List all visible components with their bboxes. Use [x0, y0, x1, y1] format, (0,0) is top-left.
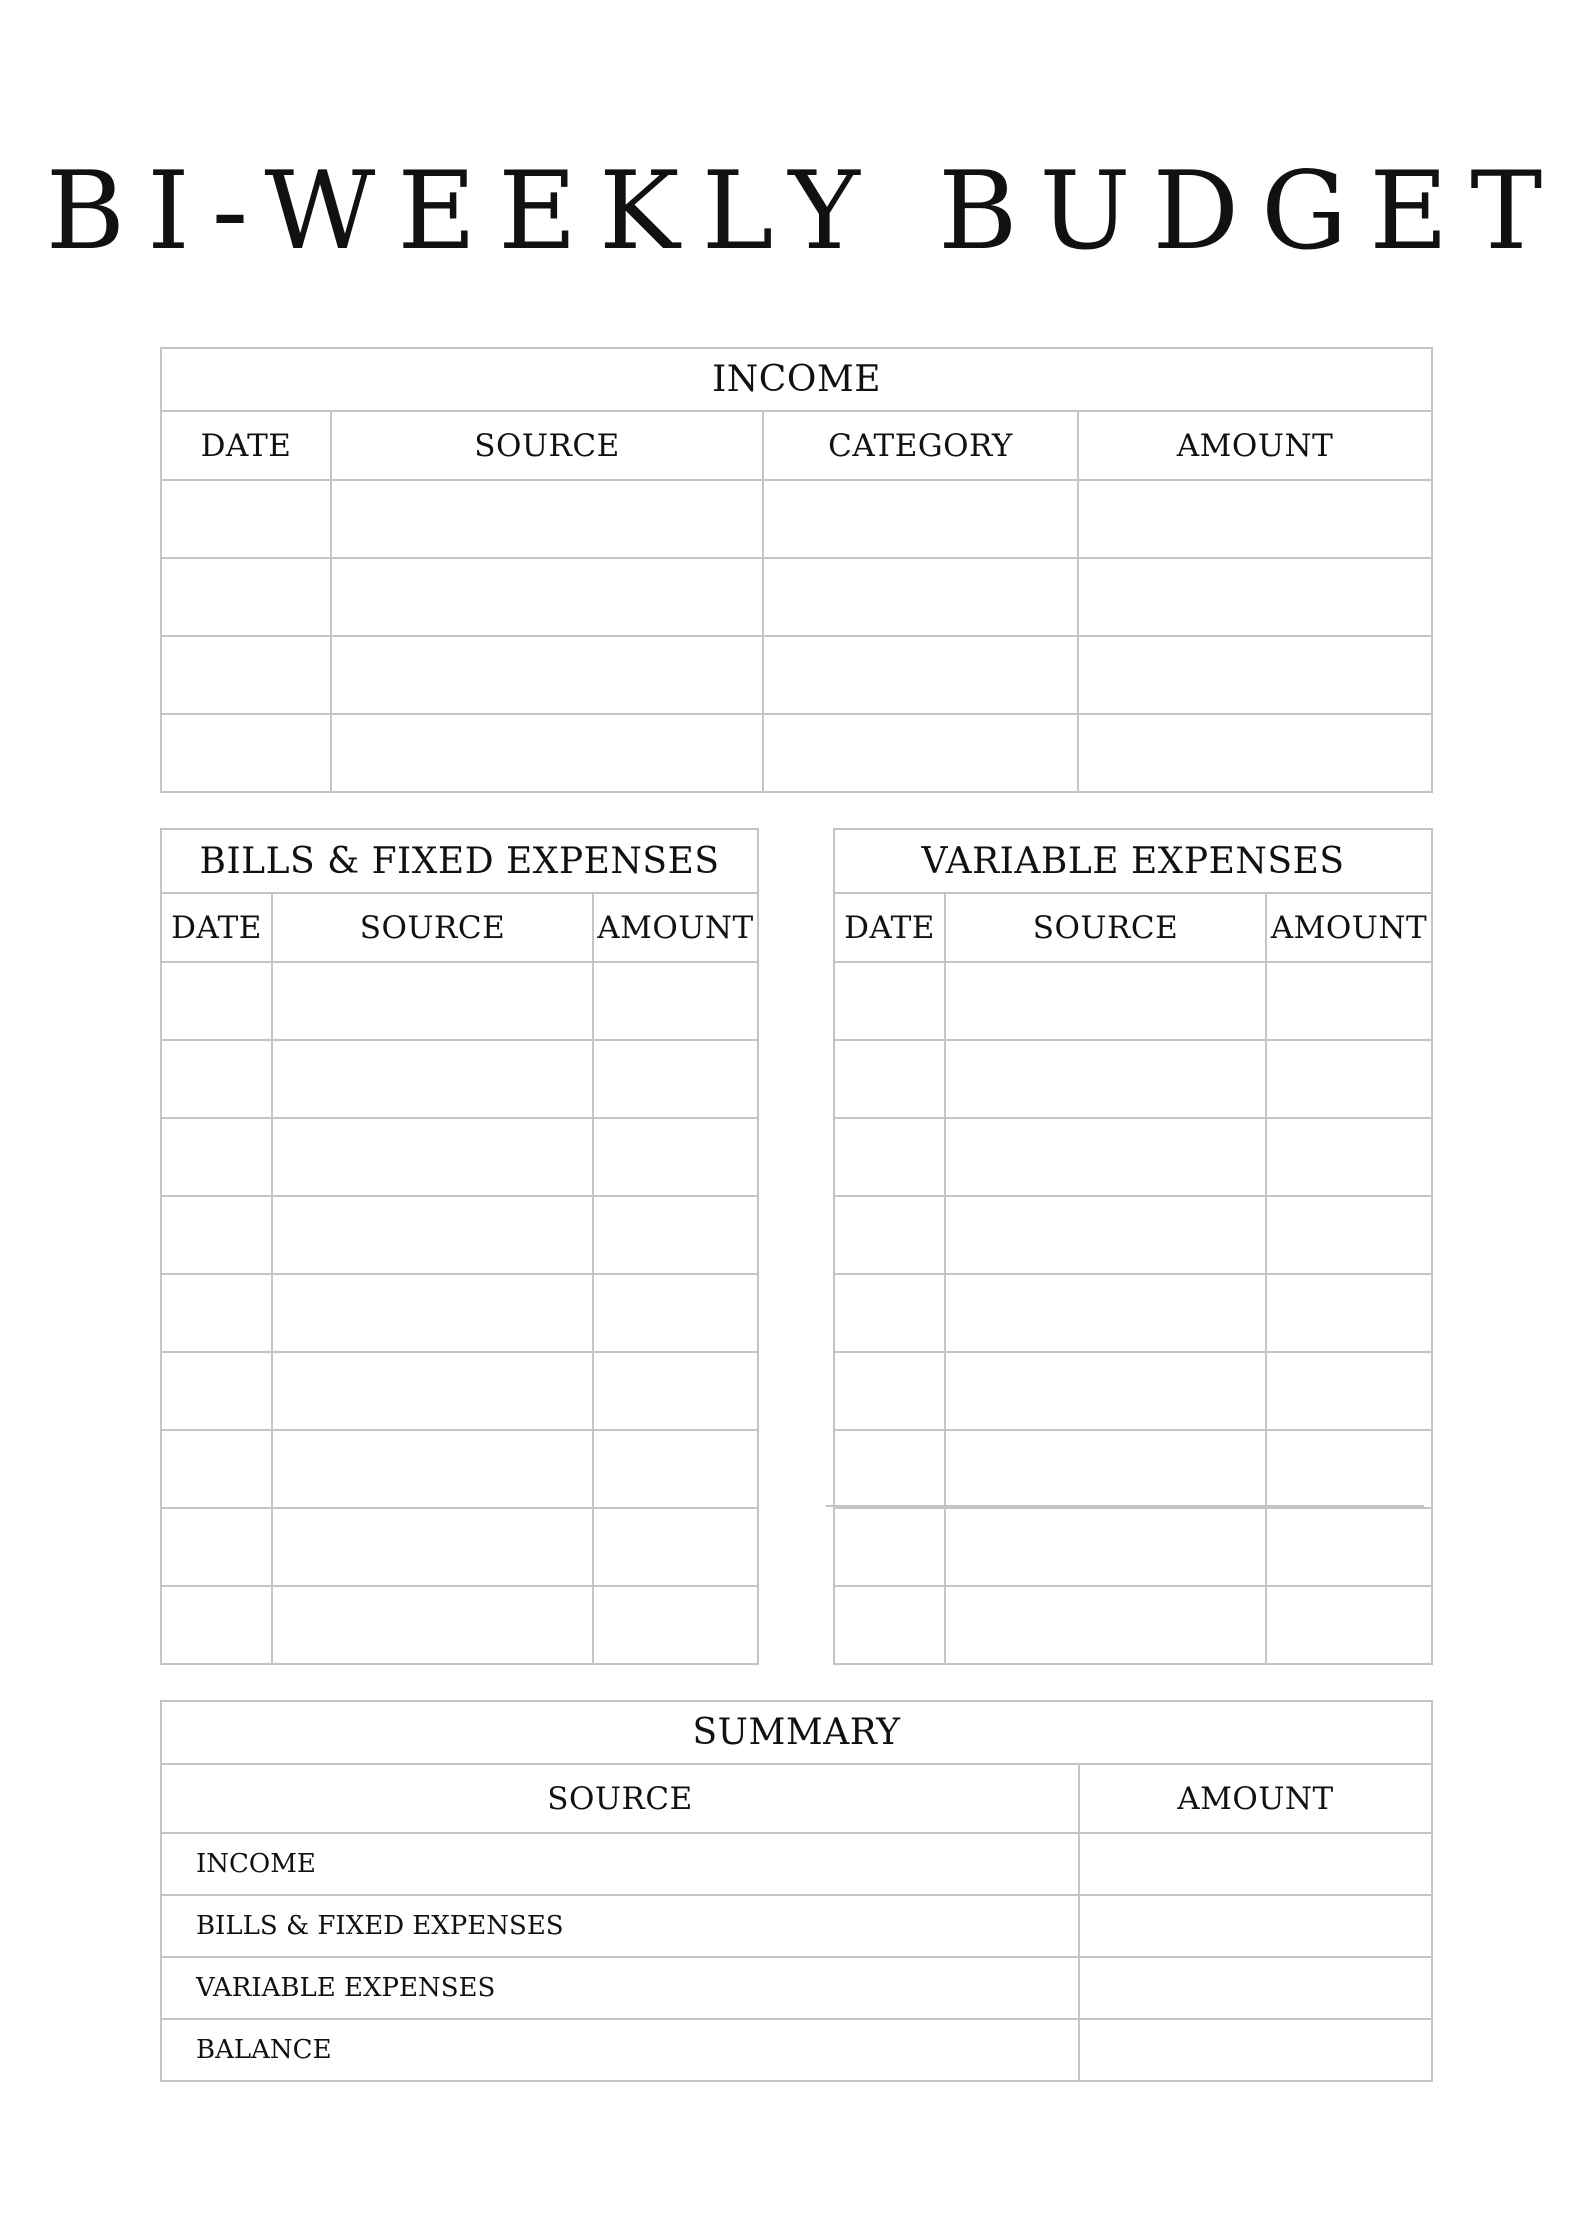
income-category-header: CATEGORY	[763, 411, 1078, 480]
table-row	[161, 558, 1432, 636]
summary-amount-cell[interactable]	[1079, 1833, 1432, 1895]
variable-date-header: DATE	[834, 893, 945, 962]
entry-cell[interactable]	[763, 558, 1078, 636]
table-row	[161, 1118, 758, 1196]
table-row	[161, 1274, 758, 1352]
entry-cell[interactable]	[593, 1118, 758, 1196]
entry-cell[interactable]	[593, 1196, 758, 1274]
entry-cell[interactable]	[593, 1430, 758, 1508]
entry-cell[interactable]	[272, 1430, 593, 1508]
entry-cell[interactable]	[1266, 1118, 1432, 1196]
entry-cell[interactable]	[1266, 1352, 1432, 1430]
entry-cell[interactable]	[945, 962, 1266, 1040]
table-row	[834, 1430, 1432, 1508]
table-row	[834, 1586, 1432, 1664]
entry-cell[interactable]	[945, 1352, 1266, 1430]
bills-title: BILLS & FIXED EXPENSES	[161, 829, 758, 893]
entry-cell[interactable]	[1266, 1040, 1432, 1118]
summary-amount-cell[interactable]	[1079, 1895, 1432, 1957]
entry-cell[interactable]	[331, 636, 763, 714]
entry-cell[interactable]	[161, 714, 331, 792]
income-source-header: SOURCE	[331, 411, 763, 480]
summary-title: SUMMARY	[161, 1701, 1432, 1764]
table-row	[834, 1118, 1432, 1196]
variable-table	[833, 828, 1433, 1665]
table-row	[161, 1508, 758, 1586]
variable-source-header: SOURCE	[945, 893, 1266, 962]
entry-cell[interactable]	[161, 558, 331, 636]
table-row	[161, 1430, 758, 1508]
summary-amount-header: AMOUNT	[1079, 1764, 1432, 1833]
income-title: INCOME	[161, 348, 1432, 411]
table-row	[161, 1586, 758, 1664]
variable-rows	[834, 962, 1432, 1664]
entry-cell[interactable]	[834, 1508, 945, 1586]
entry-cell[interactable]	[834, 1430, 945, 1508]
entry-cell[interactable]	[1266, 1586, 1432, 1664]
entry-cell[interactable]	[161, 1430, 272, 1508]
table-row	[834, 1508, 1432, 1586]
entry-cell[interactable]	[1266, 962, 1432, 1040]
entry-cell[interactable]	[834, 1196, 945, 1274]
summary-row-balance: BALANCE	[161, 2019, 1079, 2081]
bills-table	[160, 828, 759, 1665]
entry-cell[interactable]	[834, 962, 945, 1040]
bills-date-header: DATE	[161, 893, 272, 962]
entry-cell[interactable]	[161, 1274, 272, 1352]
table-row	[834, 962, 1432, 1040]
entry-cell[interactable]	[161, 1118, 272, 1196]
entry-cell[interactable]	[1266, 1196, 1432, 1274]
variable-amount-header: AMOUNT	[1266, 893, 1432, 962]
entry-cell[interactable]	[593, 1586, 758, 1664]
income-amount-header: AMOUNT	[1078, 411, 1432, 480]
entry-cell[interactable]	[272, 1274, 593, 1352]
entry-cell[interactable]	[1266, 1430, 1432, 1508]
entry-cell[interactable]	[272, 1040, 593, 1118]
table-row	[161, 962, 758, 1040]
summary-amount-cell[interactable]	[1079, 1957, 1432, 2019]
table-row	[161, 1040, 758, 1118]
entry-cell[interactable]	[763, 480, 1078, 558]
entry-cell[interactable]	[161, 1040, 272, 1118]
entry-cell[interactable]	[272, 1586, 593, 1664]
entry-cell[interactable]	[161, 1586, 272, 1664]
table-row	[161, 1352, 758, 1430]
entry-cell[interactable]	[161, 1352, 272, 1430]
table-row	[161, 1196, 758, 1274]
summary-row-bills: BILLS & FIXED EXPENSES	[161, 1895, 1079, 1957]
entry-cell[interactable]	[272, 1508, 593, 1586]
entry-cell[interactable]	[834, 1040, 945, 1118]
table-row	[834, 1274, 1432, 1352]
table-row	[161, 636, 1432, 714]
entry-cell[interactable]	[593, 1274, 758, 1352]
entry-cell[interactable]	[331, 480, 763, 558]
entry-cell[interactable]	[272, 1118, 593, 1196]
entry-cell[interactable]	[593, 1040, 758, 1118]
entry-cell[interactable]	[272, 962, 593, 1040]
entry-cell[interactable]	[834, 1118, 945, 1196]
entry-cell[interactable]	[161, 1196, 272, 1274]
income-rows	[161, 480, 1432, 792]
entry-cell[interactable]	[834, 1352, 945, 1430]
entry-cell[interactable]	[945, 1586, 1266, 1664]
income-table	[160, 347, 1433, 793]
bills-amount-header: AMOUNT	[593, 893, 758, 962]
entry-cell[interactable]	[593, 1352, 758, 1430]
entry-cell[interactable]	[1078, 480, 1432, 558]
entry-cell[interactable]	[945, 1118, 1266, 1196]
summary-row-income: INCOME	[161, 1833, 1079, 1895]
table-row	[834, 1196, 1432, 1274]
entry-cell[interactable]	[593, 962, 758, 1040]
entry-cell[interactable]	[1078, 714, 1432, 792]
entry-cell[interactable]	[1078, 636, 1432, 714]
entry-cell[interactable]	[161, 1508, 272, 1586]
entry-cell[interactable]	[331, 558, 763, 636]
entry-cell[interactable]	[945, 1196, 1266, 1274]
income-date-header: DATE	[161, 411, 331, 480]
entry-cell[interactable]	[834, 1586, 945, 1664]
entry-cell[interactable]	[834, 1274, 945, 1352]
entry-cell[interactable]	[161, 480, 331, 558]
bills-rows	[161, 962, 758, 1664]
entry-cell[interactable]	[763, 636, 1078, 714]
summary-table	[160, 1700, 1433, 2082]
table-row	[834, 1352, 1432, 1430]
entry-cell[interactable]	[161, 962, 272, 1040]
entry-cell[interactable]	[272, 1196, 593, 1274]
entry-cell[interactable]	[945, 1508, 1266, 1586]
summary-row-variable: VARIABLE EXPENSES	[161, 1957, 1079, 2019]
entry-cell[interactable]	[945, 1274, 1266, 1352]
table-row	[834, 1040, 1432, 1118]
summary-amount-cell[interactable]	[1079, 2019, 1432, 2081]
summary-source-header: SOURCE	[161, 1764, 1079, 1833]
entry-cell[interactable]	[1266, 1508, 1432, 1586]
entry-cell[interactable]	[272, 1352, 593, 1430]
entry-cell[interactable]	[763, 714, 1078, 792]
variable-title: VARIABLE EXPENSES	[834, 829, 1432, 893]
page-title: BI-WEEKLY BUDGET	[45, 149, 1565, 274]
table-row	[161, 714, 1432, 792]
entry-cell[interactable]	[161, 636, 331, 714]
entry-cell[interactable]	[1266, 1274, 1432, 1352]
table-row	[161, 480, 1432, 558]
bills-source-header: SOURCE	[272, 893, 593, 962]
entry-cell[interactable]	[331, 714, 763, 792]
entry-cell[interactable]	[945, 1430, 1266, 1508]
entry-cell[interactable]	[593, 1508, 758, 1586]
entry-cell[interactable]	[945, 1040, 1266, 1118]
entry-cell[interactable]	[1078, 558, 1432, 636]
divider-line	[826, 1505, 1424, 1507]
